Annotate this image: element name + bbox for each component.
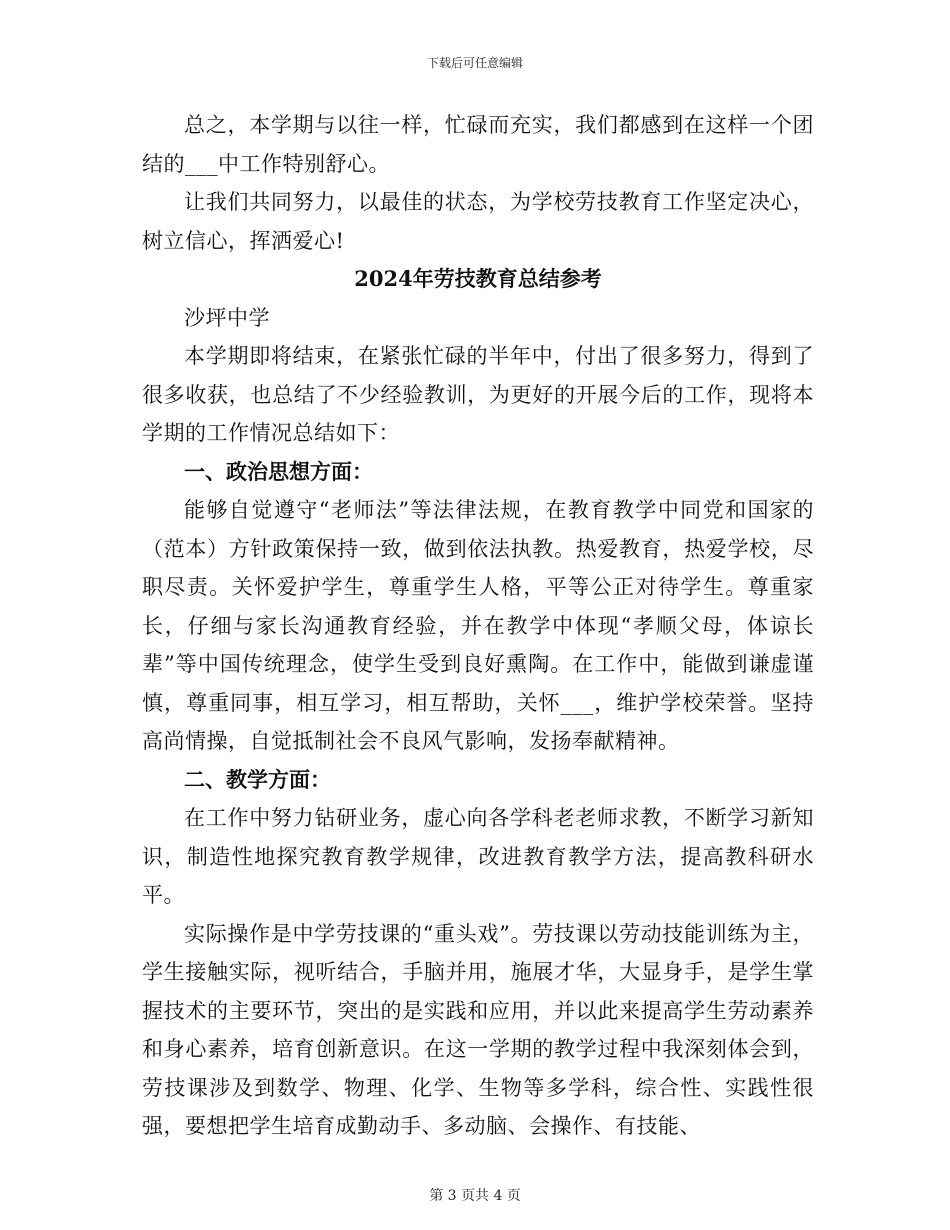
section-2-paragraph-1: 在工作中努力钻研业务，虚心向各学科老老师求教，不断学习新知识，制造性地探究教育教学规律，改进教育教学方法，提高教科研水平。 <box>142 806 814 907</box>
intro-paragraph-2: 让我们共同努力，以最佳的状态，为学校劳技教育工作坚定决心，树立信心，挥洒爱心! <box>142 190 814 253</box>
page-header: 下载后可任意编辑 <box>426 56 523 70</box>
school-name: 沙坪中学 <box>184 305 270 330</box>
opening-paragraph: 本学期即将结束，在紧张忙碌的半年中，付出了很多努力，得到了很多收获，也总结了不少经验教训，为更好的开展今后的工作，现将本学期的工作情况总结如下： <box>142 344 814 445</box>
document-body <box>142 106 814 1146</box>
document-title: 2024年劳技教育总结参考 <box>354 266 602 291</box>
section-2-paragraph-2: 实际操作是中学劳技课的“重头戏”。劳技课以劳动技能训练为主，学生接触实际，视听结合，手脑并用，施展才华，大显身手，是学生掌握技术的主要环节，突出的是实践和应用，并以此来提高学生劳动素养和身心素养，培育创新意识。在这一学期的教学过程中我深刻体会到，劳技课涉及到数学、物理、化学、生物等多学科，综合性、实践性很强，要想把学生培育成勤动手、多动脑、会操作、有技能、 <box>142 921 814 1138</box>
section-2-title: 二、教学方面： <box>184 766 331 792</box>
page-footer: 第 3 页共 4 页 <box>429 1188 521 1204</box>
section-1-body: 能够自觉遵守“老师法”等法律法规，在教育教学中同党和国家的（范本）方针政策保持一致，做到依法执教。热爱教育，热爱学校，尽职尽责。关怀爱护学生，尊重学生人格，平等公正对待学生。尊重家长，仔细与家长沟通教育经验，并在教学中体现“孝顺父母，体谅长辈”等中国传统理念，使学生受到良好熏陶。在工作中，能做到谦虚谨慎，尊重同事，相互学习，相互帮助，关怀___，维护学校荣誉。坚持高尚情操，自觉抵制社会不良风气影响，发扬奉献精神。 <box>142 498 814 753</box>
section-1-title: 一、政治思想方面： <box>184 458 373 484</box>
intro-paragraph-1: 总之，本学期与以往一样，忙碌而充实，我们都感到在这样一个团结的___中工作特别舒心。 <box>142 113 814 176</box>
